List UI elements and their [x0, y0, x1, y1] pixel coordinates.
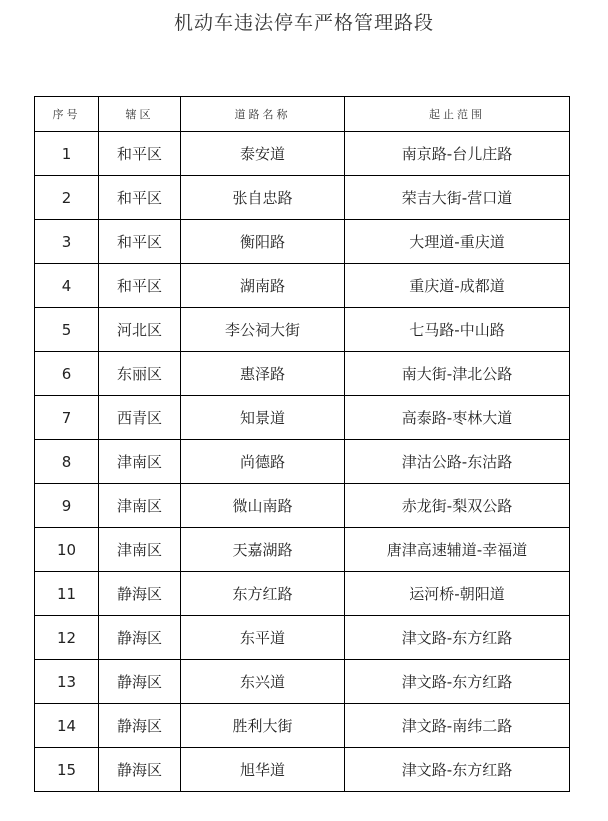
table-row: [35, 440, 570, 484]
cell-index: 2: [35, 176, 99, 220]
cell-road-name: 李公祠大街: [181, 308, 345, 352]
cell-index: 4: [35, 264, 99, 308]
cell-range: 津文路-南纬二路: [345, 704, 570, 748]
table-row: [35, 132, 570, 176]
cell-district: 静海区: [99, 704, 181, 748]
cell-district: 津南区: [99, 528, 181, 572]
cell-range: 重庆道-成都道: [345, 264, 570, 308]
table-row: [35, 484, 570, 528]
cell-index: 8: [35, 440, 99, 484]
cell-range: 南京路-台儿庄路: [345, 132, 570, 176]
cell-district: 和平区: [99, 132, 181, 176]
cell-district: 静海区: [99, 748, 181, 792]
cell-road-name: 胜利大街: [181, 704, 345, 748]
cell-range: 南大街-津北公路: [345, 352, 570, 396]
cell-range: 唐津高速辅道-幸福道: [345, 528, 570, 572]
cell-district: 和平区: [99, 220, 181, 264]
cell-district: 西青区: [99, 396, 181, 440]
cell-range: 津文路-东方红路: [345, 660, 570, 704]
table-row: [35, 660, 570, 704]
cell-road-name: 旭华道: [181, 748, 345, 792]
cell-range: 津文路-东方红路: [345, 616, 570, 660]
cell-index: 3: [35, 220, 99, 264]
road-table: [34, 96, 570, 792]
cell-range: 高泰路-枣林大道: [345, 396, 570, 440]
cell-range: 津文路-东方红路: [345, 748, 570, 792]
cell-district: 东丽区: [99, 352, 181, 396]
table-row: [35, 220, 570, 264]
cell-district: 津南区: [99, 484, 181, 528]
cell-range: 七马路-中山路: [345, 308, 570, 352]
table-row: [35, 352, 570, 396]
table-row: [35, 264, 570, 308]
cell-index: 9: [35, 484, 99, 528]
header-range: 起止范围: [345, 97, 570, 132]
table-row: [35, 616, 570, 660]
cell-road-name: 衡阳路: [181, 220, 345, 264]
cell-road-name: 湖南路: [181, 264, 345, 308]
cell-district: 和平区: [99, 176, 181, 220]
cell-index: 5: [35, 308, 99, 352]
cell-road-name: 东方红路: [181, 572, 345, 616]
page-title: 机动车违法停车严格管理路段: [173, 12, 434, 34]
cell-index: 1: [35, 132, 99, 176]
cell-district: 津南区: [99, 440, 181, 484]
cell-road-name: 微山南路: [181, 484, 345, 528]
table-row: [35, 704, 570, 748]
header-index: 序号: [35, 97, 99, 132]
cell-index: 11: [35, 572, 99, 616]
table-row: [35, 748, 570, 792]
table-row: [35, 528, 570, 572]
cell-range: 运河桥-朝阳道: [345, 572, 570, 616]
cell-index: 12: [35, 616, 99, 660]
header-district: 辖区: [99, 97, 181, 132]
cell-district: 静海区: [99, 572, 181, 616]
cell-road-name: 惠泽路: [181, 352, 345, 396]
cell-range: 大理道-重庆道: [345, 220, 570, 264]
table-row: [35, 572, 570, 616]
cell-road-name: 东平道: [181, 616, 345, 660]
cell-index: 14: [35, 704, 99, 748]
cell-road-name: 尚德路: [181, 440, 345, 484]
header-road-name: 道路名称: [181, 97, 345, 132]
cell-district: 静海区: [99, 616, 181, 660]
cell-road-name: 东兴道: [181, 660, 345, 704]
cell-range: 津沽公路-东沽路: [345, 440, 570, 484]
cell-index: 13: [35, 660, 99, 704]
cell-road-name: 张自忠路: [181, 176, 345, 220]
cell-road-name: 泰安道: [181, 132, 345, 176]
cell-road-name: 天嘉湖路: [181, 528, 345, 572]
cell-index: 6: [35, 352, 99, 396]
table-row: [35, 176, 570, 220]
table-row: [35, 396, 570, 440]
cell-range: 赤龙街-梨双公路: [345, 484, 570, 528]
table-row: [35, 308, 570, 352]
cell-district: 静海区: [99, 660, 181, 704]
cell-district: 和平区: [99, 264, 181, 308]
cell-road-name: 知景道: [181, 396, 345, 440]
cell-index: 7: [35, 396, 99, 440]
cell-index: 15: [35, 748, 99, 792]
cell-district: 河北区: [99, 308, 181, 352]
table-header-row: [35, 97, 570, 132]
cell-index: 10: [35, 528, 99, 572]
cell-range: 荣吉大街-营口道: [345, 176, 570, 220]
